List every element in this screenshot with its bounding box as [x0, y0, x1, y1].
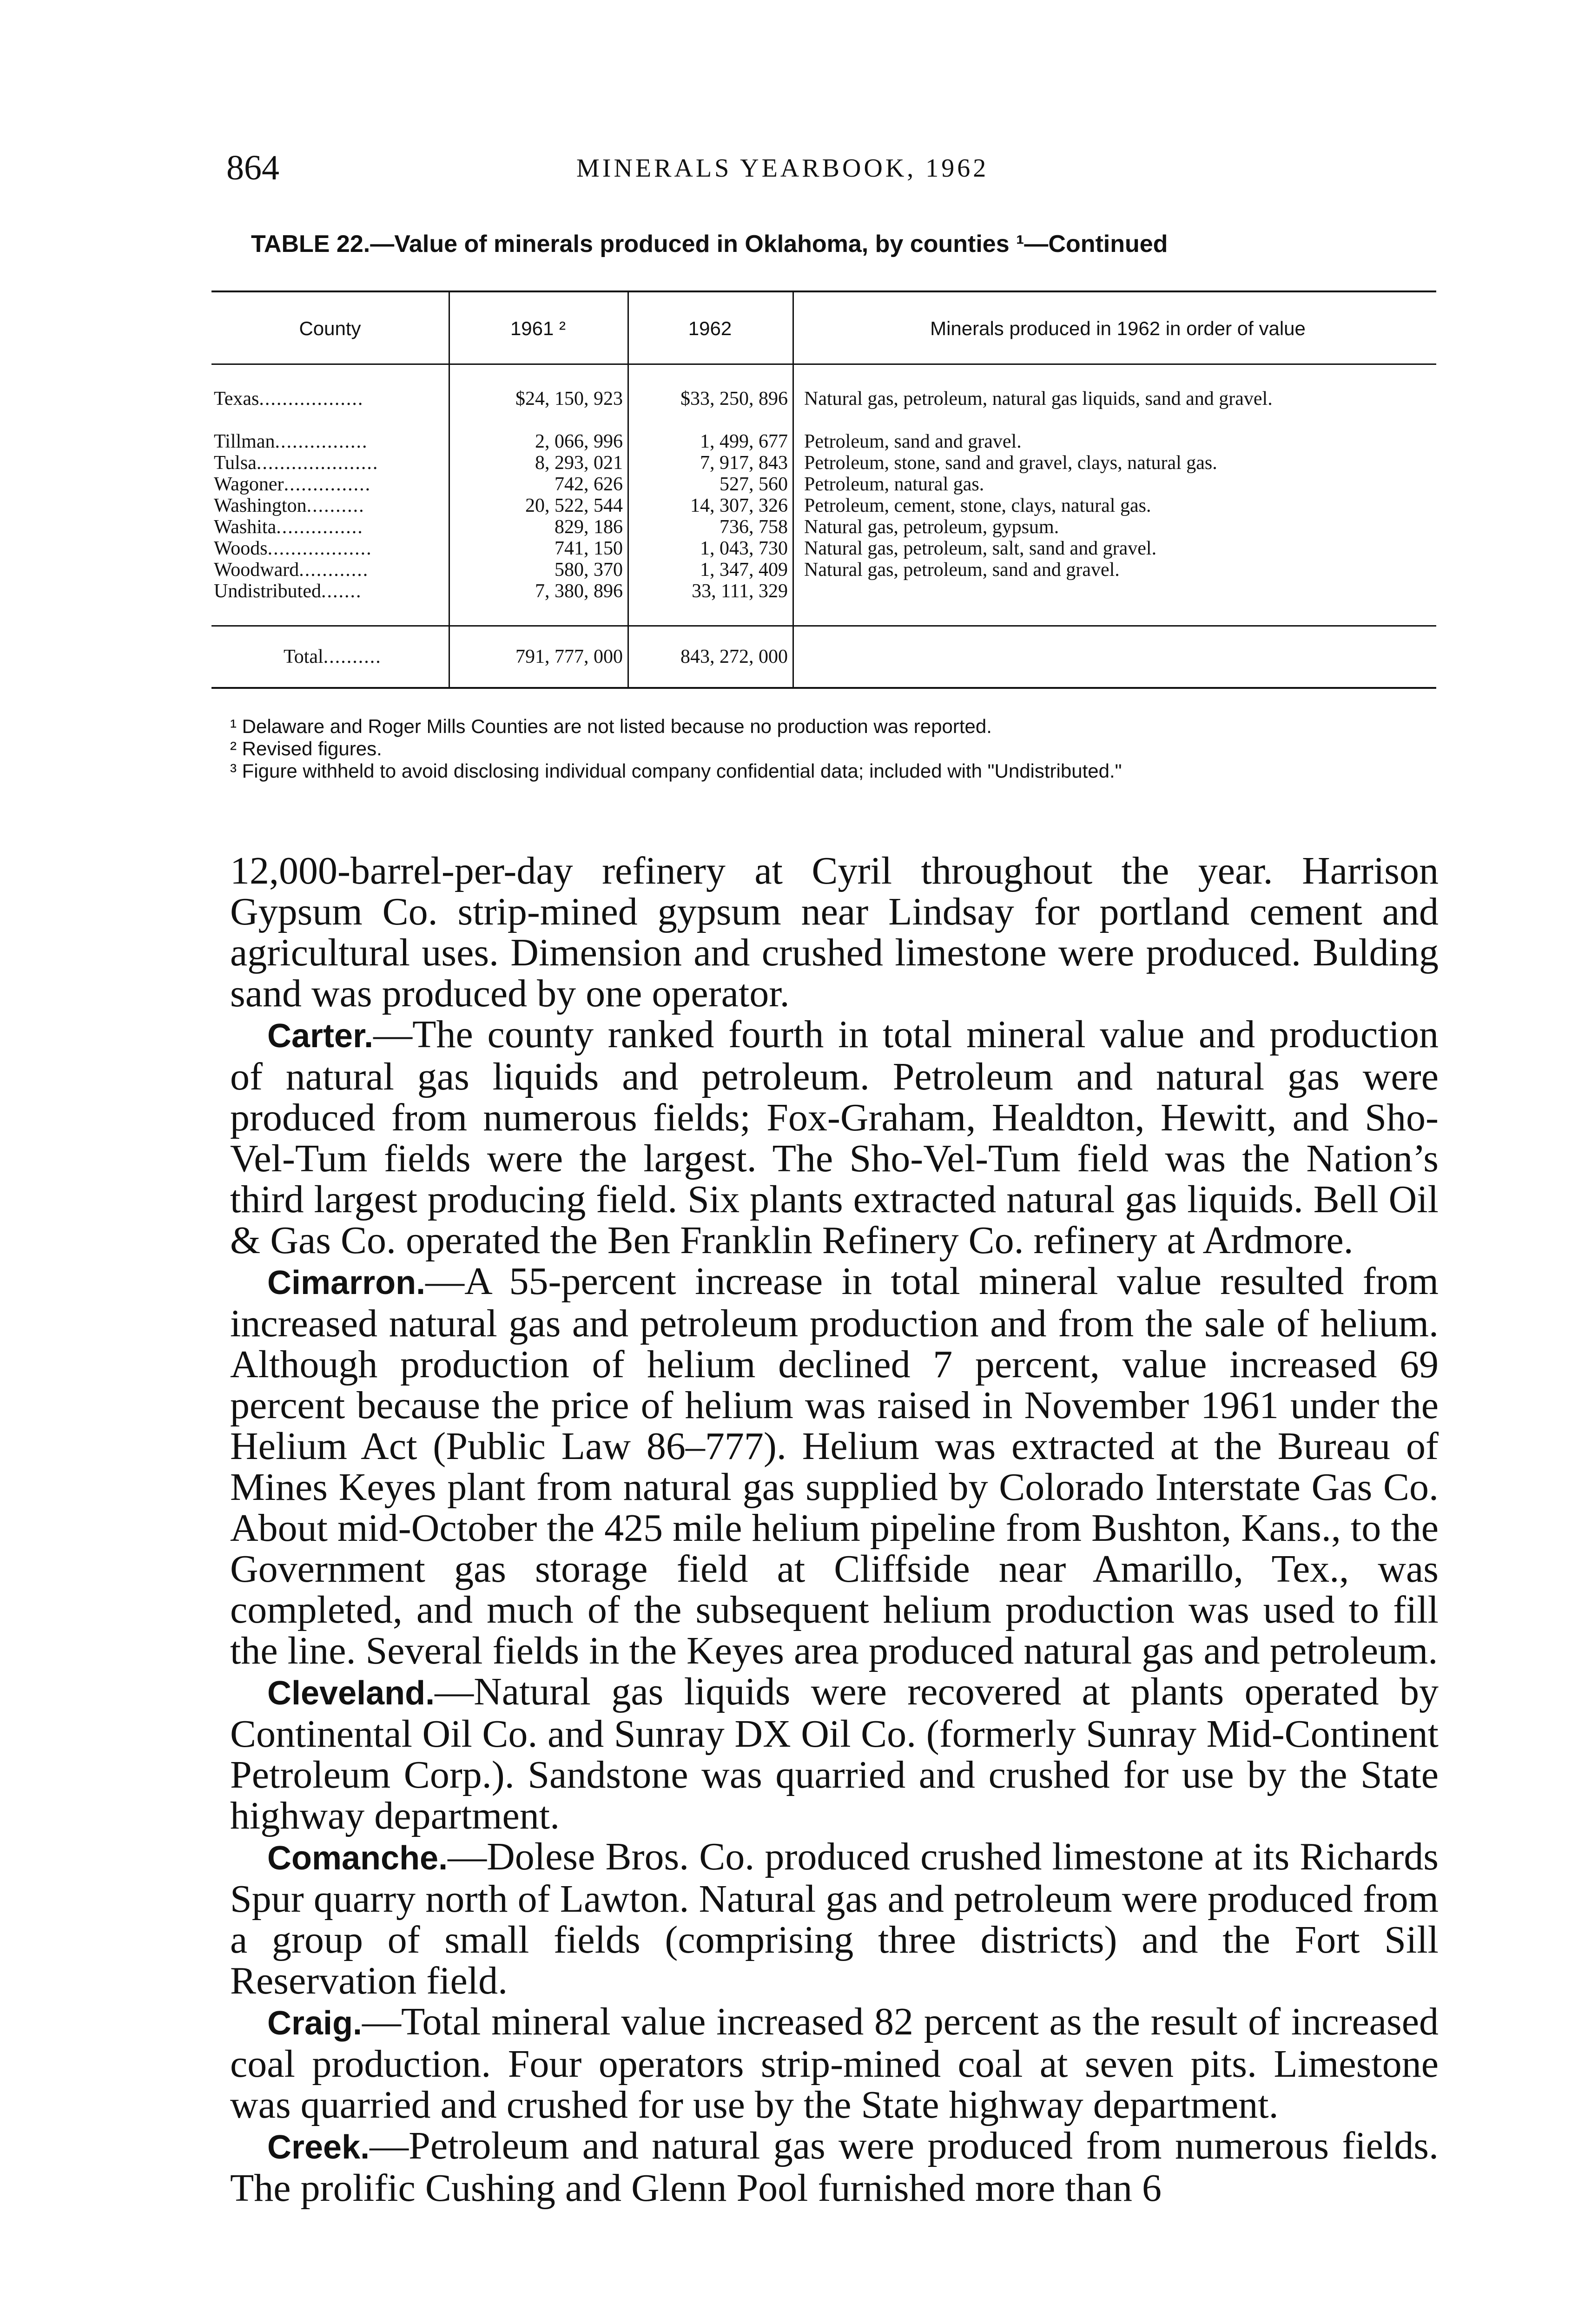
column-divider: [792, 290, 794, 688]
table-cell-1961: 2, 066, 996: [535, 431, 623, 452]
column-header-1962: 1962: [688, 317, 732, 339]
table-cell-minerals: Petroleum, stone, sand and gravel, clays, natural gas.: [804, 452, 1217, 474]
table-cell-1962: 7, 917, 843: [700, 452, 788, 474]
table-cell-minerals: Natural gas, petroleum, natural gas liquids, sand and gravel.: [804, 388, 1273, 409]
table-cell-county: Wagoner...............: [214, 474, 371, 495]
table-cell-1962: $33, 250, 896: [680, 388, 788, 409]
table-cell-county: Undistributed.......: [214, 581, 362, 602]
table-cell-county: Woods..................: [214, 538, 372, 559]
table-cell-1962: 1, 043, 730: [700, 538, 788, 559]
paragraph: 12,000-barrel-per-day refinery at Cyril throughout the year. Harrison Gypsum Co. strip-mined gypsum near Lindsay for portland cement and agricultural uses. Dimension and crushed limestone were produced. Bulding sand was produced by one operator.: [230, 849, 1439, 1015]
table-cell-minerals: Natural gas, petroleum, gypsum.: [804, 516, 1059, 538]
table-cell-minerals: Petroleum, cement, stone, clays, natural gas.: [804, 495, 1151, 516]
running-head: MINERALS YEARBOOK, 1962: [576, 154, 989, 183]
paragraph-cimarron: Cimarron.—A 55-percent increase in total mineral value resulted from increased natural gas and petroleum production and from the sale of helium. Although production of helium declined 7 percent, value increased 69 percent because the price of helium was raised in November 1961 under the Helium Act (Public Law 86–777). Helium was extracted at the Bureau of Mines Keyes plant from natural gas supplied by Colorado Interstate Gas Co. About mid-October the 425 mile helium pipeline from Bushton, Kans., to the Government gas storage field at Cliffside near Amarillo, Tex., was completed, and much of the subsequent helium production was used to fill the line. Several fields in the Keyes area produced natural gas and petroleum.: [230, 1260, 1439, 1672]
table-cell-1961: 829, 186: [555, 516, 623, 538]
table-cell-1961: 8, 293, 021: [535, 452, 623, 474]
table-header-rule: [211, 363, 1436, 365]
table-total-1961: 791, 777, 000: [515, 646, 623, 667]
county-heading: Creek.: [267, 2129, 370, 2166]
county-heading: Comanche.: [267, 1840, 448, 1877]
column-divider: [627, 290, 629, 688]
paragraph-carter: Carter.—The county ranked fourth in total mineral value and production of natural gas liquids and petroleum. Petroleum and natural gas were produced from numerous fields; Fox-Graham, Healdton, Hewitt, and Sho-Vel-Tum fields were the largest. The Sho-Vel-Tum field was the Nation’s third largest producing field. Six plants extracted natural gas liquids. Bell Oil & Gas Co. operated the Ben Franklin Refinery Co. refinery at Ardmore.: [230, 1013, 1439, 1262]
county-heading: Carter.: [267, 1017, 374, 1055]
table-cell-minerals: Petroleum, sand and gravel.: [804, 431, 1022, 452]
table-cell-minerals: Petroleum, natural gas.: [804, 474, 984, 495]
table-cell-1961: 20, 522, 544: [525, 495, 623, 516]
table-cell-minerals: Natural gas, petroleum, sand and gravel.: [804, 559, 1120, 581]
page-number: 864: [226, 148, 279, 187]
table-cell-1962: 33, 111, 329: [692, 581, 788, 602]
table-cell-county: Tillman................: [214, 431, 368, 452]
table-cell-1962: 736, 758: [720, 516, 788, 538]
county-heading: Craig.: [267, 2005, 363, 2042]
table-cell-1962: 1, 499, 677: [700, 431, 788, 452]
column-header-county: County: [299, 317, 361, 339]
paragraph-cleveland: Cleveland.—Natural gas liquids were recovered at plants operated by Continental Oil Co. and Sunray DX Oil Co. (formerly Sunray Mid-Continent Petroleum Corp.). Sandstone was quarried and crushed for use by the State highway department.: [230, 1670, 1439, 1837]
table-cell-1961: 7, 380, 896: [535, 581, 623, 602]
table-cell-1961: 742, 626: [555, 474, 623, 495]
paragraph-comanche: Comanche.—Dolese Bros. Co. produced crushed limestone at its Richards Spur quarry north of Lawton. Natural gas and petroleum were produced from a group of small fields (comprising three districts) and the Fort Sill Reservation field.: [230, 1835, 1439, 2002]
column-header-minerals: Minerals produced in 1962 in order of value: [930, 317, 1306, 339]
table-cell-county: Texas..................: [214, 388, 364, 409]
column-header-1961: 1961 ²: [510, 317, 566, 339]
table-cell-1962: 14, 307, 326: [690, 495, 788, 516]
footnote: ² Revised figures.: [230, 738, 382, 759]
table-total-1962: 843, 272, 000: [680, 646, 788, 667]
paragraph-creek: Creek.—Petroleum and natural gas were produced from numerous fields. The prolific Cushing and Glenn Pool furnished more than 6: [230, 2124, 1439, 2210]
table-cell-1961: 741, 150: [555, 538, 623, 559]
table-cell-county: Washington..........: [214, 495, 365, 516]
table-cell-county: Woodward............: [214, 559, 369, 581]
body-text: [230, 851, 1439, 2209]
county-heading: Cleveland.: [267, 1675, 435, 1712]
table-cell-county: Tulsa.....................: [214, 452, 379, 474]
table-top-rule: [211, 290, 1436, 292]
table-total-rule: [211, 625, 1436, 627]
footnote: ³ Figure withheld to avoid disclosing individual company confidential data; included with "Undistributed.": [230, 760, 1122, 782]
table-total-label: Total..........: [284, 646, 382, 667]
table-bottom-rule: [211, 687, 1436, 689]
table-cell-minerals: Natural gas, petroleum, salt, sand and gravel.: [804, 538, 1157, 559]
table-cell-1961: $24, 150, 923: [515, 388, 623, 409]
paragraph-craig: Craig.—Total mineral value increased 82 percent as the result of increased coal production. Four operators strip-mined coal at seven pits. Limestone was quarried and crushed for use by the State highway department.: [230, 2000, 1439, 2126]
table-caption: TABLE 22.—Value of minerals produced in Oklahoma, by counties ¹—Continued: [251, 231, 1168, 257]
table-cell-1961: 580, 370: [555, 559, 623, 581]
table-cell-1962: 527, 560: [720, 474, 788, 495]
table-cell-county: Washita...............: [214, 516, 363, 538]
county-heading: Cimarron.: [267, 1264, 426, 1301]
footnote: ¹ Delaware and Roger Mills Counties are not listed because no production was reported.: [230, 715, 992, 737]
table-cell-1962: 1, 347, 409: [700, 559, 788, 581]
